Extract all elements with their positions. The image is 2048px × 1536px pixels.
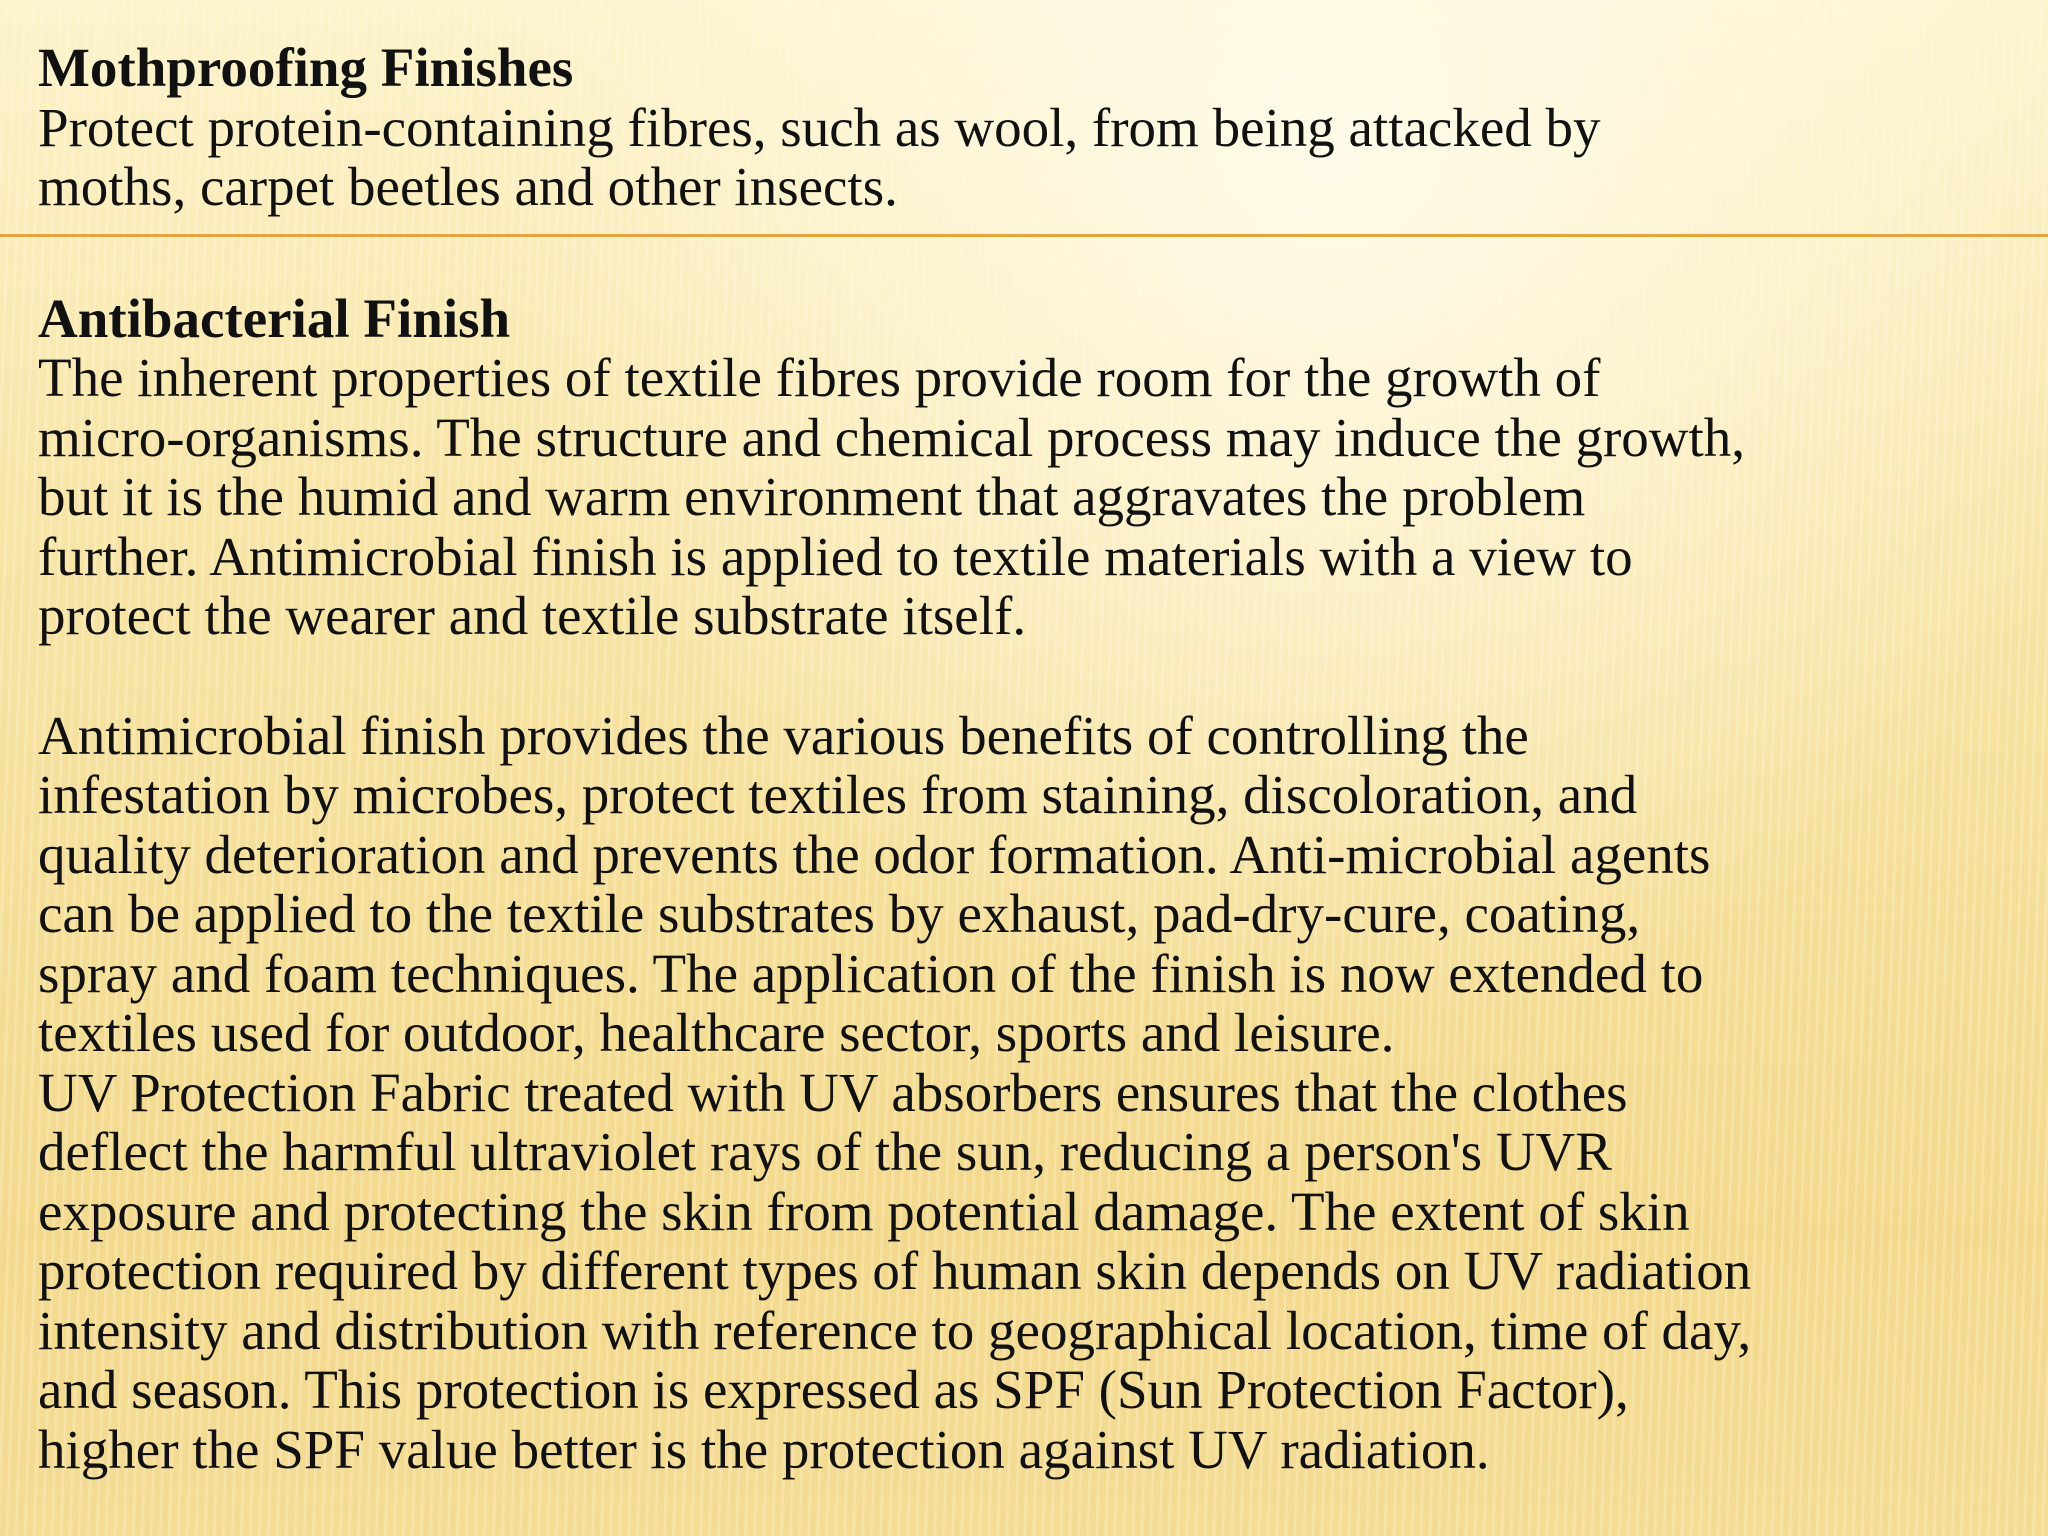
antibacterial-heading: Antibacterial Finish — [38, 287, 511, 349]
antibacterial-paragraph-2: Antimicrobial finish provides the various benefits of controlling the infestation by microbes, protect textiles from staining, discoloration, and quality deterioration and prevents the odor formation. Anti-microbial agents can be applied to the textile substrates by exhaust, pad-dry-cure, coating, spray and foam techniques. The application of the finish is now extended to textiles used for outdoor, healthcare sector, sports and leisure. — [38, 704, 1711, 1063]
antibacterial-paragraph-1: The inherent properties of textile fibres provide room for the growth of micro-organisms. The structure and chemical process may induce the growth, but it is the humid and warm environment that aggravates the problem further. Antimicrobial finish is applied to textile materials with a view to protect the wearer and textile substrate itself. — [38, 347, 1746, 646]
paragraph-spacer — [38, 646, 2018, 706]
slide-content — [38, 38, 2018, 1479]
uv-protection-paragraph: UV Protection Fabric treated with UV absorbers ensures that the clothes deflect the harmful ultraviolet rays of the sun, reducing a person's UVR exposure and protecting the skin from potential damage. The extent of skin protection required by different types of human skin depends on UV radiation intensity and distribution with reference to geographical location, time of day, and season. This protection is expressed as SPF (Sun Protection Factor), higher the SPF value better is the protection against UV radiation. — [38, 1061, 1752, 1480]
mothproofing-heading: Mothproofing Finishes — [38, 37, 574, 98]
section-spacer — [38, 217, 2018, 289]
mothproofing-text: Protect protein-containing fibres, such as wool, from being attacked by moths, carpet beetles and other insects. — [38, 96, 1601, 217]
